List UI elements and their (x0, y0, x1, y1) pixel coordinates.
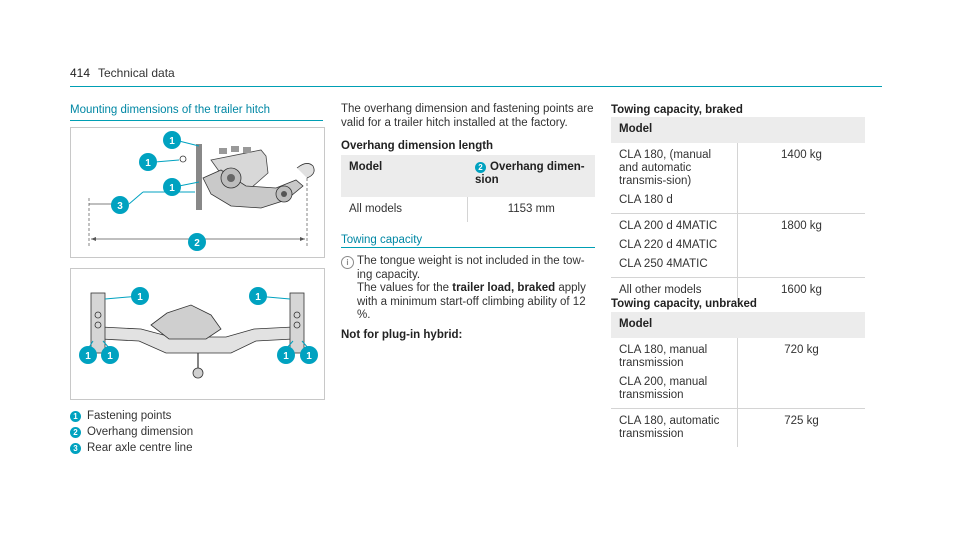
model-name: CLA 200, manual transmission (619, 376, 708, 401)
svg-text:1: 1 (255, 292, 261, 303)
svg-text:1: 1 (137, 292, 143, 303)
braked-heading: Towing capacity, braked (611, 104, 743, 116)
legend-text: Rear axle centre line (87, 442, 193, 454)
callout-3 (111, 196, 129, 214)
header-divider (70, 86, 882, 87)
svg-text:1: 1 (169, 136, 175, 147)
svg-text:1: 1 (306, 351, 312, 362)
svg-text:1: 1 (169, 183, 175, 194)
side-view-diagram (70, 127, 325, 258)
svg-text:3: 3 (117, 201, 123, 212)
capacity-value: 1400 kg (738, 143, 866, 214)
towing-note (357, 255, 593, 323)
model-name: CLA 220 d 4MATIC (619, 239, 718, 251)
braked-model-header: Model (611, 117, 865, 143)
callout-1-bottom-right-b (300, 346, 318, 364)
capacity-value: 1600 kg (738, 278, 866, 304)
legend-text: Overhang dimension (87, 426, 194, 438)
overhang-row-value: 1153 mm (467, 197, 595, 222)
page-title: Technical data (98, 66, 175, 80)
col-model-header: Model (341, 155, 467, 197)
overhang-row-model: All models (349, 203, 403, 215)
braked-table (611, 117, 864, 303)
hitch-section-divider (70, 120, 323, 121)
model-name: CLA 180, automatic transmission (619, 415, 720, 440)
table-row (611, 214, 865, 278)
legend-item (70, 410, 171, 422)
legend-number: 3 (70, 443, 81, 454)
callout-2 (188, 233, 206, 251)
unbraked-heading: Towing capacity, unbraked (611, 298, 757, 310)
info-icon: i (341, 256, 354, 269)
model-name: CLA 180, (manual and automatic transmis-sion) (619, 149, 712, 187)
legend-item (70, 426, 193, 438)
callout-1-top-right (249, 287, 267, 305)
page-number: 414 (70, 66, 91, 80)
capacity-value: 720 kg (738, 338, 866, 409)
rear-view-diagram (70, 268, 325, 400)
callout-1-bottom-right-a (277, 346, 295, 364)
overhang-number-badge: 2 (475, 162, 486, 173)
callout-1-top (163, 131, 181, 149)
callout-1-bottom-left-b (101, 346, 119, 364)
model-name: CLA 250 4MATIC (619, 258, 708, 270)
overhang-header-label: Overhang dimen-sion (475, 161, 585, 186)
unbraked-table (611, 312, 864, 447)
legend-item (70, 442, 192, 454)
svg-text:1: 1 (145, 158, 151, 169)
towing-title: Towing capacity (341, 234, 423, 246)
callout-1-middle (139, 153, 157, 171)
towing-note-line: The tongue weight is not included in the tow-ing capacity. (357, 255, 585, 281)
svg-text:1: 1 (283, 351, 289, 362)
callout-1-bottom-left-a (79, 346, 97, 364)
table-row (611, 409, 865, 448)
plugin-hybrid-label: Not for plug-in hybrid: (341, 329, 463, 341)
towing-note-values: The values for the trailer load, braked apply with a minimum start-off climbing ability of 12 %. (357, 282, 586, 321)
svg-text:2: 2 (194, 238, 200, 249)
overhang-heading: Overhang dimension length (341, 140, 494, 152)
model-name: CLA 180, manual transmission (619, 344, 708, 369)
towing-divider (341, 247, 595, 248)
table-row (611, 143, 865, 214)
svg-text:1: 1 (107, 351, 113, 362)
legend-text: Fastening points (87, 410, 172, 422)
callout-1-lower (163, 178, 181, 196)
model-name: CLA 180 d (619, 194, 673, 206)
callout-1-top-left (131, 287, 149, 305)
overhang-table (341, 155, 595, 222)
legend-number: 2 (70, 427, 81, 438)
capacity-value: 725 kg (738, 409, 866, 448)
svg-text:1: 1 (85, 351, 91, 362)
overhang-intro: The overhang dimension and fastening points are valid for a trailer hitch installed at the factory. (341, 103, 594, 129)
capacity-value: 1800 kg (738, 214, 866, 278)
col-overhang-header (467, 155, 595, 197)
legend-number: 1 (70, 411, 81, 422)
model-name: All other models (619, 284, 702, 296)
unbraked-model-header: Model (611, 312, 865, 338)
hitch-section-title: Mounting dimensions of the trailer hitch (70, 104, 271, 116)
table-row (611, 338, 865, 409)
model-name: CLA 200 d 4MATIC (619, 220, 718, 232)
